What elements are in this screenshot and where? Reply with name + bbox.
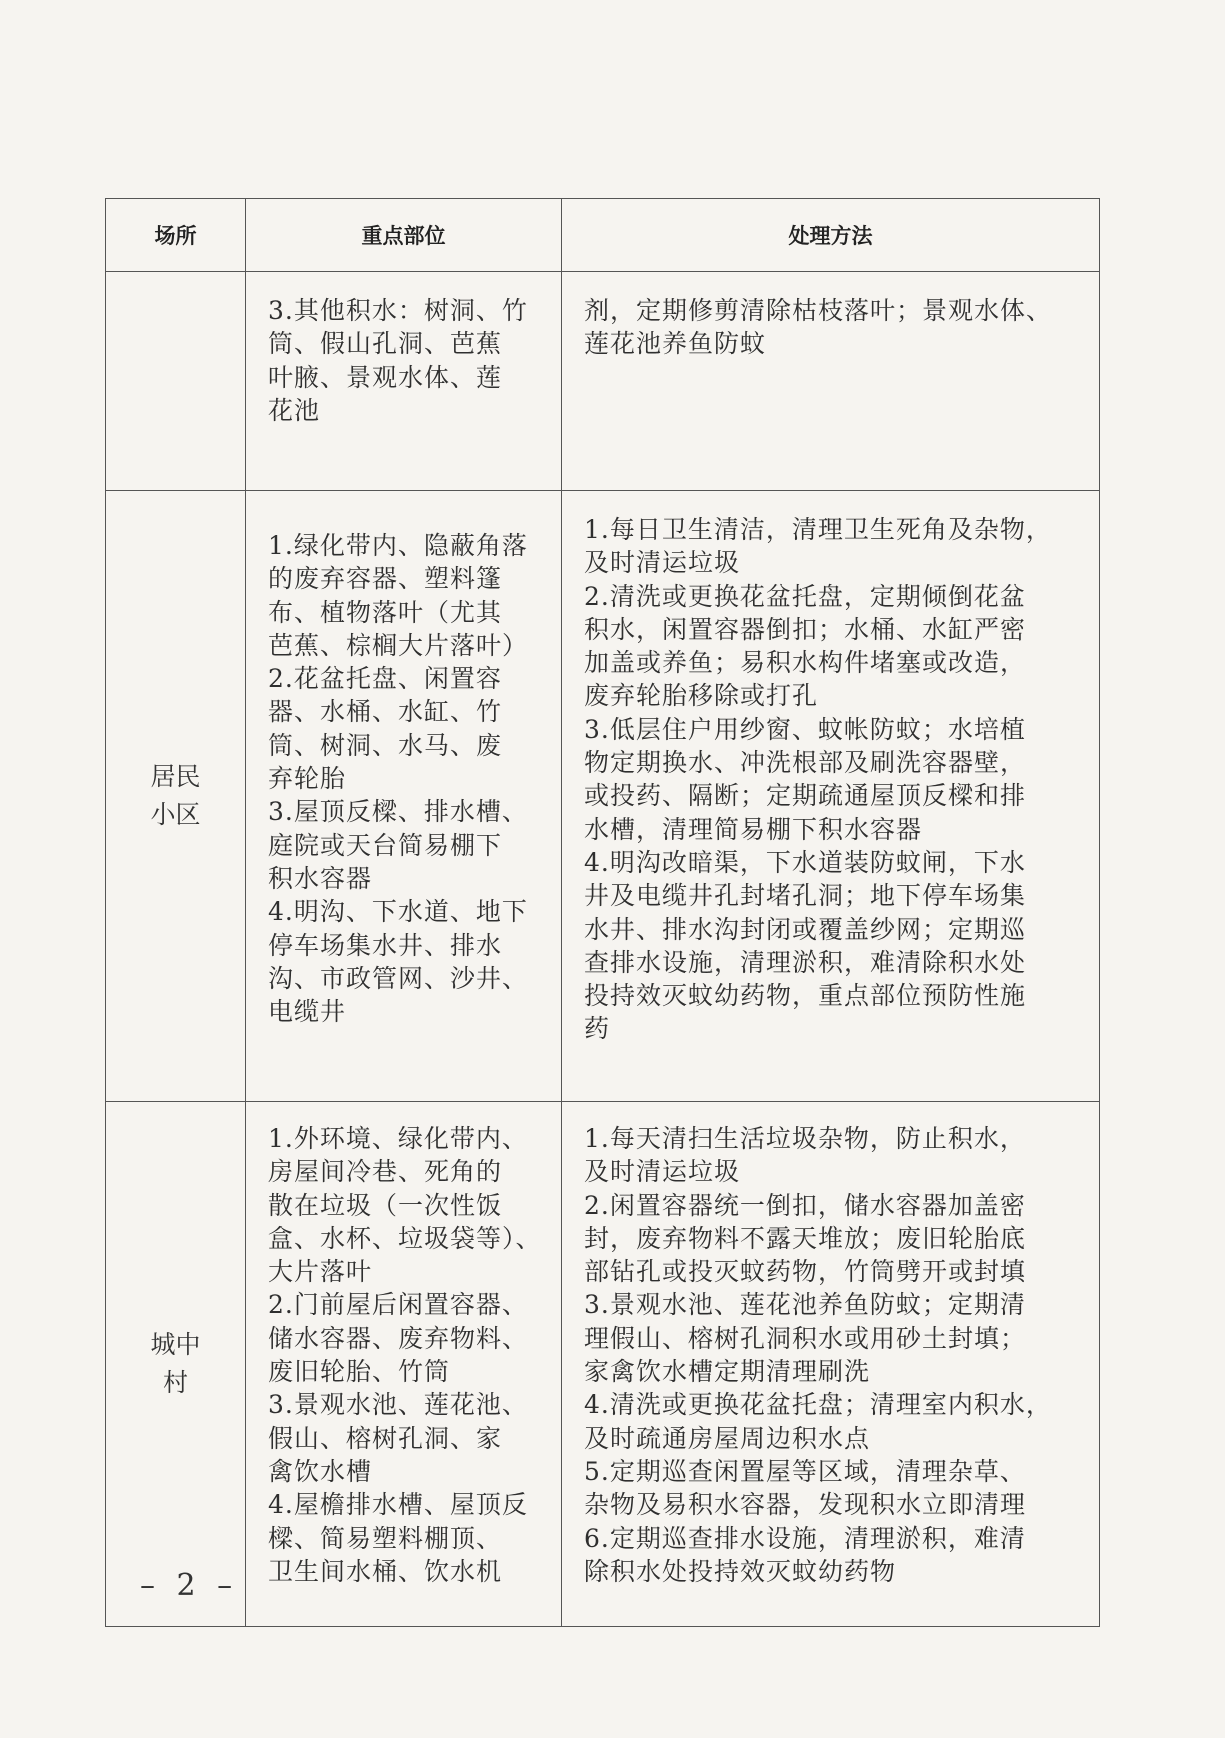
methods-cell: 剂，定期修剪清除枯枝落叶；景观水体、 莲花池养鱼防蚊 [562,272,1100,491]
methods-cell: 1.每天清扫生活垃圾杂物，防止积水， 及时清运垃圾 2.闲置容器统一倒扣，储水容器加盖密 封，废弃物料不露天堆放；废旧轮胎底 部钻孔或投灭蚊药物，竹筒劈开或封填 3.景观水池、莲花池养鱼防蚊；定期清 理假山、榕树孔洞积水或用砂土封填； 家禽饮水槽定期清理刷洗 4.清洗或更换花盆托盘；清理室内积水， 及时疏通房屋周边积水点 5.定期巡查闲置屋等区域，清理杂草、 杂物及易积水容器，发现积水立即清理 6.定期巡查排水设施，清理淤积，难清 除积水处投持效灭蚊幼药物 [562,1102,1100,1627]
table-row [106,272,1100,491]
header-place: 场所 [106,199,246,272]
place-cell: 居民小区 [106,491,246,1102]
methods-cell: 1.每日卫生清洁，清理卫生死角及杂物， 及时清运垃圾 2.清洗或更换花盆托盘，定期倾倒花盆 积水，闲置容器倒扣；水桶、水缸严密 加盖或养鱼；易积水构件堵塞或改造， 废弃轮胎移除或打孔 3.低层住户用纱窗、蚊帐防蚊；水培植 物定期换水、冲洗根部及刷洗容器壁， 或投药、隔断；定期疏通屋顶反樑和排 水槽，清理简易棚下积水容器 4.明沟改暗渠，下水道装防蚊闸，下水 井及电缆井孔封堵孔洞；地下停车场集 水井、排水沟封闭或覆盖纱网；定期巡 查排水设施，清理淤积，难清除积水处 投持效灭蚊幼药物，重点部位预防性施 药 [562,491,1100,1102]
table-row [106,491,1100,1102]
key-points-cell: 1.外环境、绿化带内、 房屋间冷巷、死角的 散在垃圾（一次性饭 盒、水杯、垃圾袋等）、 大片落叶 2.门前屋后闲置容器、 储水容器、废弃物料、 废旧轮胎、竹筒 3.景观水池、莲花池、 假山、榕树孔洞、家 禽饮水槽 4.屋檐排水槽、屋顶反 樑、简易塑料棚顶、 卫生间水桶、饮水机 [246,1102,562,1627]
table-row [106,1102,1100,1627]
place-cell [106,272,246,491]
header-key-points: 重点部位 [246,199,562,272]
header-methods: 处理方法 [562,199,1100,272]
place-cell: 城中村 [106,1102,246,1627]
key-points-cell: 1.绿化带内、隐蔽角落 的废弃容器、塑料篷 布、植物落叶（尤其 芭蕉、棕榈大片落叶） 2.花盆托盘、闲置容 器、水桶、水缸、竹 筒、树洞、水马、废 弃轮胎 3.屋顶反樑、排水槽、 庭院或天台简易棚下 积水容器 4.明沟、下水道、地下 停车场集水井、排水 沟、市政管网、沙井、 电缆井 [246,491,562,1102]
page-number: – 2 – [140,1568,239,1603]
mosquito-control-table [105,198,1100,1627]
table-header-row [106,199,1100,272]
key-points-cell: 3.其他积水：树洞、竹 筒、假山孔洞、芭蕉 叶腋、景观水体、莲 花池 [246,272,562,491]
